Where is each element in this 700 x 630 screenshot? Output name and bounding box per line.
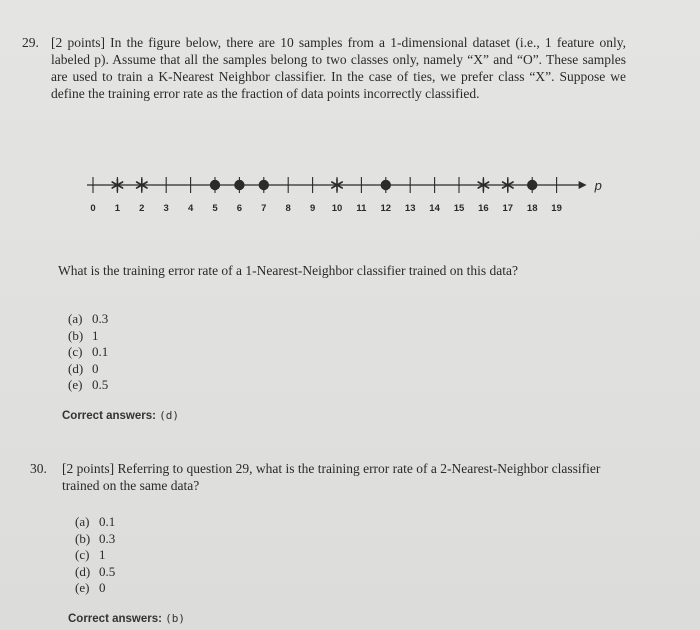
tick-label: 6 [236,203,243,214]
tick-label: 5 [212,203,218,214]
tick-label: 1 [114,203,121,214]
q29-option-a[interactable] [68,311,108,328]
option-text: 0.5 [92,377,109,392]
option-text: 1 [92,327,99,343]
q29-stem: [2 points] In the figure below, there are 10 samples from a 1-dimensional dataset (i.e., 1 feature only, labeled p). Assume that all the samples belong to two classes only, namely “X” and “O”. These samples are used to train a K-Nearest Neighbor classifier. In the case of ties, we prefer class “X”. Suppose we define the training error rate as the fraction of data points incorrectly classified. [51,35,626,101]
tick-label: 13 [404,203,416,214]
tick-label: 0 [90,203,96,214]
q30-stem: [2 points] Referring to question 29, what is the training error rate of a 2-Nearest-Neighbor classifier trained on the same data? [62,461,601,493]
option-label: (c) [68,344,83,359]
q30-option-b[interactable] [75,531,115,548]
tick-label: 4 [187,203,194,214]
option-text: 0.3 [92,311,109,326]
option-text: 0 [99,580,106,595]
axis-label: p [594,178,602,193]
option-label: (e) [75,580,90,595]
q29-number: 29. [22,35,39,50]
answer-value: (d) [159,409,180,422]
option-label: (b) [75,530,91,546]
q29-option-c[interactable] [68,344,108,361]
tick-label: 14 [429,203,440,214]
sample-o-marker [381,180,391,190]
tick-label: 11 [356,203,367,214]
tick-label: 2 [139,203,145,214]
axis-arrow [579,181,587,189]
option-label: (a) [68,311,83,326]
option-label: (c) [75,547,90,562]
sample-o-marker [234,180,244,190]
tick-label: 8 [285,203,291,214]
tick-label: 7 [261,203,267,214]
sample-o-marker [527,180,537,190]
tick-label: 15 [453,203,465,214]
q29-options [68,311,108,394]
q30-option-a[interactable] [75,514,115,531]
q30-options [75,514,115,597]
tick-label: 16 [478,203,489,214]
answer-label: Correct answers: [68,613,162,625]
number-line-figure [80,168,610,228]
q29-option-b[interactable] [68,328,108,345]
option-label: (b) [68,327,84,343]
q29-option-d[interactable] [68,361,108,378]
tick-label: 12 [380,203,392,214]
tick-label: 19 [551,203,562,214]
option-text: 0.3 [99,530,116,546]
q30-option-c[interactable] [75,547,115,564]
option-text: 0.1 [99,514,116,529]
q30-option-e[interactable] [75,580,115,597]
option-text: 0.1 [92,344,109,359]
answer-label: Correct answers: [62,410,156,422]
q30-option-d[interactable] [75,564,115,581]
q30-correct-answer [68,612,185,625]
option-label: (d) [75,563,91,579]
tick-label: 18 [526,203,538,214]
option-text: 1 [99,547,106,562]
tick-label: 3 [163,203,169,214]
sample-o-marker [259,180,269,190]
q29-question: What is the training error rate of a 1-Nearest-Neighbor classifier trained on this data? [58,263,518,278]
q30-number: 30. [30,461,47,476]
option-label: (d) [68,360,84,376]
q29-option-e[interactable] [68,377,108,394]
option-text: 0.5 [99,563,116,579]
option-text: 0 [92,360,99,376]
option-label: (a) [75,514,90,529]
tick-label: 17 [502,203,514,214]
q29-correct-answer [62,409,179,422]
sample-o-marker [210,180,220,190]
option-label: (e) [68,377,83,392]
answer-value: (b) [165,612,186,625]
tick-label: 10 [331,203,343,214]
tick-label: 9 [309,203,316,214]
